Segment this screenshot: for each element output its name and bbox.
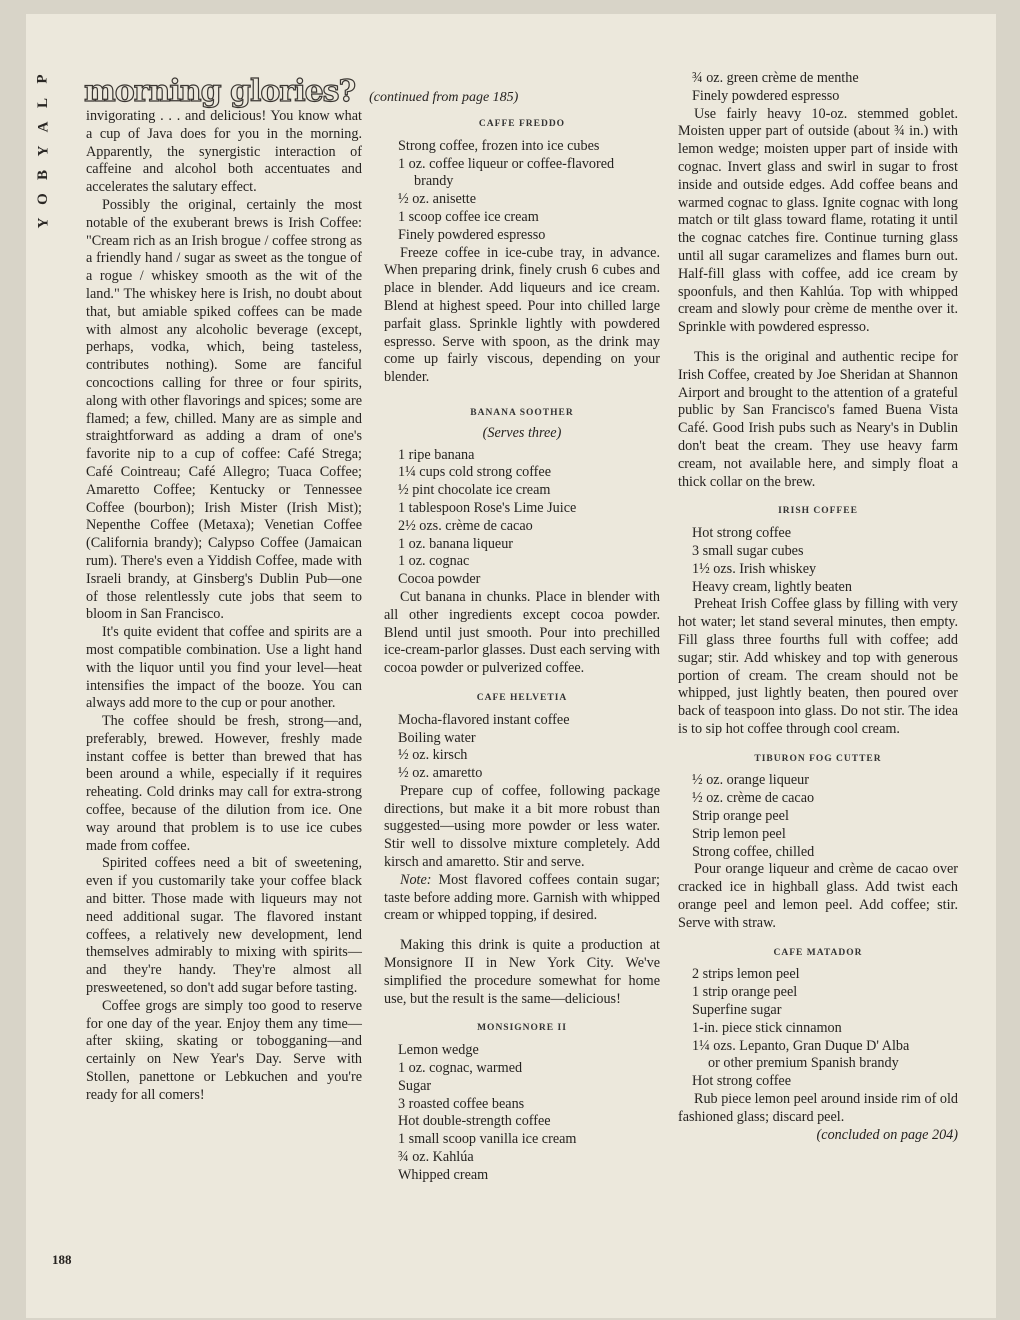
body-paragraph: Coffee grogs are simply too good to reserve for one day of the year. Enjoy them any time—after skiing, skating or tobogganing—and certainly on New Year's Day. Serve with Stollen, panettone or Lebkuchen and you're ready for all comers! (86, 997, 362, 1103)
ingredient: 1 tablespoon Rose's Lime Juice (398, 499, 577, 516)
ingredient: 3 roasted coffee beans (398, 1095, 525, 1112)
spine-letter: B (34, 169, 51, 181)
spine-letter: O (34, 193, 51, 205)
column-2 (384, 110, 660, 1185)
recipe-method: Freeze coffee in ice-cube tray, in advance. When preparing drink, finely crush 6 cubes and place in blender. Add liqueurs and ice cream. Blend at highest speed. Pour into chilled large parfait glass. Sprinkle lightly with powdered espresso. Serve with spoon, as the drink may come up fairly viscous, depending on your blender. (384, 244, 660, 386)
ingredient: Cocoa powder (398, 571, 481, 588)
ingredient: ½ oz. orange liqueur (692, 772, 810, 789)
ingredient: 3 small sugar cubes (692, 542, 804, 559)
ingredient: Superfine sugar (692, 1002, 782, 1019)
spine-letter: P (34, 74, 51, 84)
article-title-logo: morning glories? (84, 74, 356, 109)
ingredient: 1 strip orange peel (692, 984, 798, 1001)
ingredient: 1¼ cups cold strong coffee (398, 464, 552, 481)
ingredient: 2 strips lemon peel (692, 966, 800, 983)
recipe-title: CAFE HELVETIA (476, 692, 568, 703)
ingredient: 1 oz. cognac, warmed (398, 1060, 523, 1077)
ingredient: Whipped cream (398, 1166, 489, 1183)
recipe-method: Prepare cup of coffee, following package directions, but make it a bit more robust than suggested—using more powder or less water. Stir well to dissolve mixture completely. Add kirsch and amaretto. Stir and serve. (384, 782, 660, 871)
ingredient: Hot double-strength coffee (398, 1113, 551, 1130)
ingredient: 1 oz. banana liqueur (398, 535, 514, 552)
note-label: Note: (400, 871, 432, 888)
ingredient: 1½ ozs. Irish whiskey (692, 560, 817, 577)
spine-letter: L (34, 97, 51, 109)
ingredient: 1-in. piece stick cinnamon (692, 1019, 842, 1036)
note-text: Most flavored coffees contain sugar; taste before adding more. Garnish with whipped cream or whipped topping, if desired. (384, 871, 660, 924)
ingredient: Lemon wedge (398, 1042, 479, 1059)
intro-paragraph: This is the original and authentic recipe for Irish Coffee, created by Joe Sheridan at Shannon Airport and brought to the attention of a grateful public by San Francisco's famed Buena Vista Café. Good Irish pubs such as Neary's in Dublin don't beat the cream. They use heavy farm cream, not available here, and simply float a thick collar on the brew. (678, 348, 958, 490)
ingredient: 2½ ozs. crème de cacao (398, 517, 533, 534)
ingredient: Finely powdered espresso (398, 226, 546, 243)
ingredient: Sugar (398, 1077, 432, 1094)
recipe-title: MONSIGNORE II (477, 1023, 567, 1034)
page-number: 188 (52, 1252, 72, 1267)
recipe-method: Rub piece lemon peel around inside rim of old fashioned glass; discard peel. (678, 1091, 958, 1125)
ingredient: Hot strong coffee (692, 525, 792, 542)
ingredient: Strip lemon peel (692, 825, 786, 842)
ingredient: ½ pint chocolate ice cream (398, 482, 551, 499)
ingredient: Mocha-flavored instant coffee (398, 711, 570, 728)
spine-wordmark (32, 70, 54, 232)
body-paragraph: It's quite evident that coffee and spirits are a most compatible combination. Use a light hand with the liquor until you find your level—heat intensifies the impact of the booze. You can always add more to the cup or pour another. (86, 624, 362, 712)
spine-letter: Y (35, 145, 51, 157)
body-paragraph: Possibly the original, certainly the most notable of the exuberant brews is Irish Coffee: "Cream rich as an Irish brogue / coffee strong as a friendly hand / sugar as sweet as the tongue of a rogue / whiskey smooth as the wit of the land." The whiskey here is Irish, no doubt about that, but amiable spiked coffees can be made with almost any alcoholic beverage (except, perhaps, vodka, which, being tasteless, contributes nothing). Some are fanciful concoctions calling for three or four spirits, along with other flavorings and spices; some are flamed; a few, chilled. Many are as simple and straightforward as adding a dram of one's favorite nip to a cup of coffee: Café Strega; Café Cointreau; Café Allegro; Tuaca Coffee; Amaretto Coffee; Kentucky or Tennessee Coffee (bourbon); Irish Mister (Irish Mist); Nepenthe Coffee (Metaxa); Venetian Coffee (California brandy); Calypso Coffee (Jamaican rum). There's even a Yiddish Coffee, made with Israeli brandy, at Ginsberg's Dublin Pub—one of those relentlessly cute jobs that seem to bloom in San Francisco. (86, 196, 362, 623)
recipe-title: BANANA SOOTHER (470, 407, 574, 418)
ingredient: brandy (414, 173, 454, 190)
ingredient: ½ oz. anisette (398, 191, 477, 208)
ingredient: ¾ oz. green crème de menthe (692, 70, 859, 86)
recipe-note (384, 872, 660, 925)
ingredient: 1 ripe banana (398, 446, 475, 463)
recipe-method: Pour orange liqueur and crème de cacao over cracked ice in highball glass. Add twist each orange peel and lemon peel. Add coffee; stir. Serve with straw. (678, 861, 958, 931)
article-header (84, 74, 519, 109)
ingredient: Strong coffee, frozen into ice cubes (398, 137, 600, 154)
spine-letter: Y (35, 217, 51, 229)
ingredient: 1 oz. cognac (398, 553, 470, 570)
ingredient: ½ oz. crème de cacao (692, 790, 815, 807)
ingredient: Boiling water (398, 729, 476, 746)
ingredient: or other premium Spanish brandy (708, 1055, 899, 1072)
spine-letter: A (35, 121, 51, 133)
ingredient: ¾ oz. Kahlúa (398, 1149, 474, 1166)
ingredient: Heavy cream, lightly beaten (692, 578, 852, 595)
column-3 (678, 70, 958, 1144)
recipe-serves: (Serves three) (482, 424, 562, 441)
concluded-note: (concluded on page 204) (816, 1126, 958, 1143)
intro-paragraph: Making this drink is quite a production at Monsignore II in New York City. We've simplified the procedure somewhat for home use, but the result is the same—delicious! (384, 937, 660, 1007)
ingredient: Strip orange peel (692, 808, 789, 825)
body-paragraph: Spirited coffees need a bit of sweetening, even if you customarily take your coffee black and bitter. Those made with liqueurs may not need additional sugar. The flavored instant coffees, a relatively new development, lend themselves admirably to mixing with spirits—and they're handy. They're almost all presweetened, so don't add sugar before tasting. (86, 855, 362, 997)
recipe-title: IRISH COFFEE (778, 506, 858, 517)
recipe-method: Use fairly heavy 10-oz. stemmed goblet. Moisten upper part of outside (about ¾ in.) with lemon wedge; moisten upper part of inside with cognac. Invert glass and swirl in sugar to frost inside and outside edges. Add coffee beans and warmed cognac to glass. Ignite cognac with long match or tilt glass toward flame, rotating it until the cognac catches fire. Continue turning glass until all sugar caramelizes and flames burn out. Half-fill glass with coffee, add ice cream by spoonfuls, and then Kahlúa. Top with whipped cream and slowly pour crème de menthe over it. Sprinkle with powdered espresso. (678, 105, 958, 336)
ingredient: ½ oz. amaretto (398, 765, 483, 782)
ingredient: 1¼ ozs. Lepanto, Gran Duque D' Alba (692, 1037, 910, 1054)
ingredient: 1 scoop coffee ice cream (398, 208, 539, 225)
ingredient: 1 small scoop vanilla ice cream (398, 1131, 577, 1148)
recipe-method: Preheat Irish Coffee glass by filling with very hot water; let stand several minutes, then empty. Fill glass three fourths full with coffee; add sugar; stir. Add whiskey and top with generous portion of cream. The cream should not be whipped, just lightly beaten, then poured over back of teaspoon into glass. Do not stir. The idea is to sip hot coffee through cool cream. (678, 596, 958, 737)
body-paragraph: invigorating . . . and delicious! You know what a cup of Java does for you in the morning. Apparently, the synergistic interaction of caffeine and alcohol both accentuates and accelerates the salutary effect. (86, 108, 362, 196)
ingredient: Strong coffee, chilled (692, 843, 815, 860)
recipe-title: CAFE MATADOR (773, 947, 863, 958)
body-paragraph: The coffee should be fresh, strong—and, preferably, brewed. However, freshly made instant coffee is better than brewed that has been around a while, especially if it requires reheating. Cold drinks may call for extra-strong coffee, because of the dilution from ice. One way around that problem is to use ice cubes made from coffee. (86, 713, 362, 854)
ingredient: Hot strong coffee (692, 1073, 792, 1090)
ingredient: ½ oz. kirsch (398, 747, 468, 764)
recipe-method: Cut banana in chunks. Place in blender with all other ingredients except cocoa powder. Blend until just smooth. Pour into prechilled ice-cream-parlor glasses. Dust each serving with cocoa powder or pulverized coffee. (384, 588, 660, 677)
recipe-title: CAFFE FREDDO (478, 119, 566, 129)
continued-note: (continued from page 185) (369, 90, 519, 105)
column-1 (86, 108, 362, 1105)
ingredient: 1 oz. coffee liqueur or coffee-flavored (398, 155, 615, 172)
ingredient: Finely powdered espresso (692, 87, 840, 104)
recipe-title: TIBURON FOG CUTTER (754, 753, 882, 764)
